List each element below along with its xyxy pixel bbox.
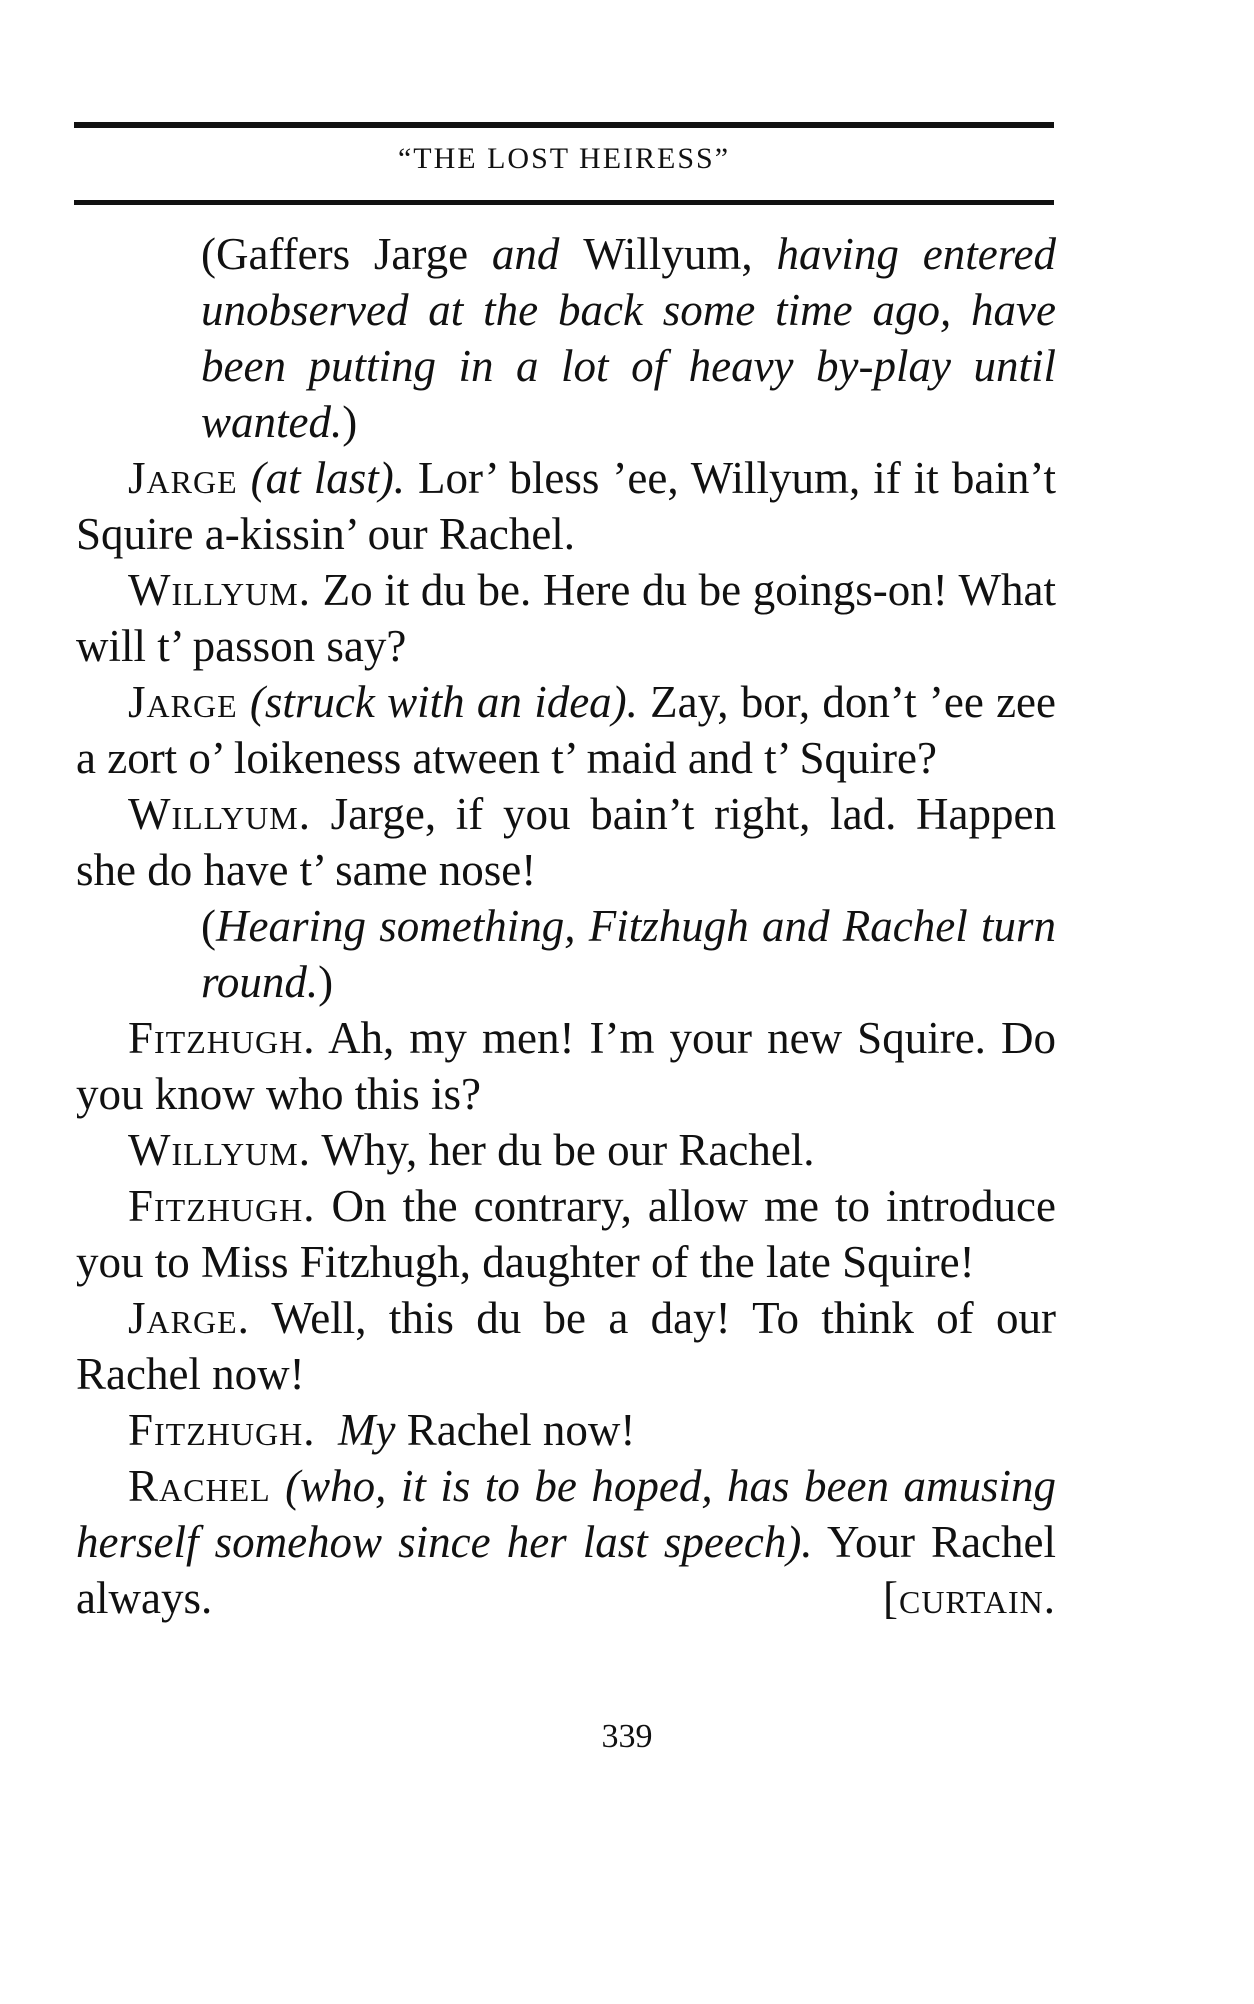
sd-name: Willyum,	[583, 229, 753, 279]
speech-rachel	[76, 1458, 1056, 1626]
speech-text: Ah, my men! I’m your new Squire. Do you know who this is?	[76, 1013, 1056, 1119]
speech-fitzhugh	[76, 1010, 1056, 1122]
speaker-name: Jarge	[128, 677, 238, 727]
speaker-name: Jarge.	[128, 1293, 250, 1343]
speaker-name: Willyum.	[128, 789, 311, 839]
speech-text: Your Rachel always.	[76, 1517, 1056, 1623]
speech-jarge	[76, 674, 1056, 786]
speaker-name: Willyum.	[128, 565, 311, 615]
page-number: 339	[601, 1718, 653, 1755]
speech-jarge	[76, 1290, 1056, 1402]
speech-jarge	[76, 450, 1056, 562]
speech-text: Lor’ bless ’ee, Willyum, if it bain’t Squire a-kissin’ our Rachel.	[76, 453, 1057, 559]
speaker-name: Fitzhugh.	[128, 1013, 316, 1063]
speech-text: Rachel now!	[395, 1405, 636, 1455]
sd-text: Hearing something, Fitzhugh and Rachel turn round.	[201, 901, 1056, 1007]
sd-name: Jarge	[373, 229, 469, 279]
speaker-name: Willyum.	[128, 1125, 311, 1175]
sd-paren: )	[318, 957, 334, 1007]
speaker-name: Fitzhugh.	[128, 1405, 316, 1455]
speaker-name: Jarge	[128, 453, 238, 503]
speech-text: Zay, bor, don’t ’ee zee a zort o’ loikeness atween t’ maid and t’ Squire?	[76, 677, 1056, 783]
speech-text: Well, this du be a day! To think of our Rachel now!	[76, 1293, 1056, 1399]
speech-fitzhugh	[76, 1178, 1056, 1290]
speech-willyum	[76, 562, 1056, 674]
speaker-name: Fitzhugh.	[128, 1181, 316, 1231]
speech-willyum	[76, 786, 1056, 898]
play-text	[76, 226, 1056, 1626]
inline-direction: (who, it is to be hoped, has been amusing herself somehow since her last speech).	[76, 1461, 1056, 1567]
sd-text: and	[468, 229, 584, 279]
running-head: “THE LOST HEIRESS”	[397, 142, 731, 175]
inline-direction: (at last).	[250, 453, 405, 503]
stage-direction	[201, 226, 1056, 450]
sd-text: having entered unobserved at the back some time ago, have been putting in a lot of heavy by-play until wanted.	[201, 229, 1056, 447]
header-rule-top	[74, 122, 1054, 128]
emphasis: My	[337, 1405, 396, 1455]
stage-direction	[201, 898, 1056, 1010]
speech-willyum	[76, 1122, 1056, 1178]
curtain-direction: [curtain.	[883, 1573, 1056, 1623]
inline-direction: (struck with an idea).	[249, 677, 638, 727]
sd-paren: )	[342, 397, 358, 447]
speech-text: Zo it du be. Here du be goings-on! What will t’ passon say?	[76, 565, 1056, 671]
speech-text: Why, her du be our Rachel.	[310, 1125, 815, 1175]
speech-text: Jarge, if you bain’t right, lad. Happen she do have t’ same nose!	[76, 789, 1056, 895]
speech-fitzhugh	[76, 1402, 1056, 1458]
sd-paren: (	[201, 901, 216, 951]
sd-text: (Gaffers	[201, 229, 374, 279]
speech-text: On the contrary, allow me to introduce you to Miss Fitzhugh, daughter of the late Squire!	[76, 1181, 1056, 1287]
header-rule-bottom	[74, 200, 1054, 205]
speaker-name: Rachel	[128, 1461, 271, 1511]
